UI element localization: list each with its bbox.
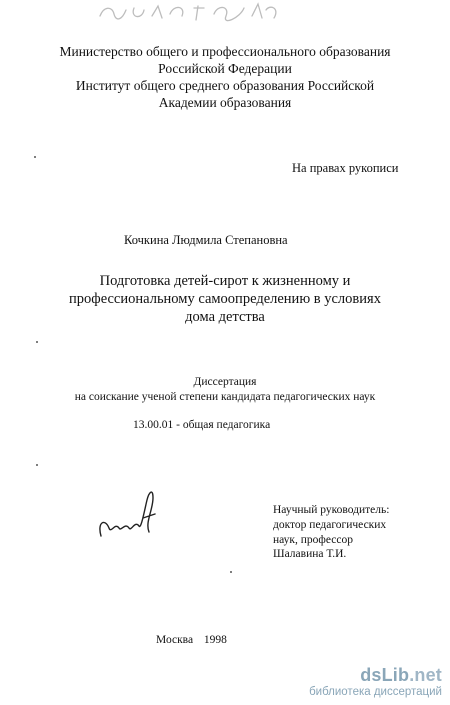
supervisor-degree: доктор педагогических xyxy=(273,519,387,531)
thesis-title-line-2: профессиональному самоопределению в условиях xyxy=(69,291,381,307)
watermark-logo: dsLib.net xyxy=(360,665,442,685)
supervisor-title: наук, профессор xyxy=(273,534,353,546)
watermark-subtitle: библиотека диссертаций xyxy=(309,686,442,698)
scan-speck xyxy=(36,341,38,343)
dslib-watermark xyxy=(309,665,442,699)
handwritten-note-top xyxy=(90,0,290,24)
scan-speck xyxy=(36,464,38,466)
manuscript-rights-note: На правах рукописи xyxy=(292,161,399,175)
scan-speck xyxy=(34,156,36,158)
degree-line: на соискание ученой степени кандидата педагогических наук xyxy=(74,391,376,403)
author-name: Кочкина Людмила Степановна xyxy=(124,233,288,247)
specialty-line: 13.00.01 - общая педагогика xyxy=(133,419,271,431)
place-year: Москва 1998 xyxy=(156,634,227,646)
institute-line-1: Институт общего среднего образования Российской xyxy=(75,78,375,93)
thesis-title-line-3: дома детства xyxy=(185,309,265,325)
handwritten-signature xyxy=(95,478,165,548)
dissertation-label: Диссертация xyxy=(193,376,257,388)
supervisor-label: Научный руководитель: xyxy=(273,504,390,516)
thesis-title-line-1: Подготовка детей-сирот к жизненному и xyxy=(99,273,351,289)
institute-line-2: Академии образования xyxy=(158,95,292,110)
ministry-line-2: Российской Федерации xyxy=(158,61,292,76)
scan-speck xyxy=(230,571,232,573)
ministry-line-1: Министерство общего и профессионального образования xyxy=(59,44,391,59)
supervisor-name: Шалавина Т.И. xyxy=(273,548,347,560)
